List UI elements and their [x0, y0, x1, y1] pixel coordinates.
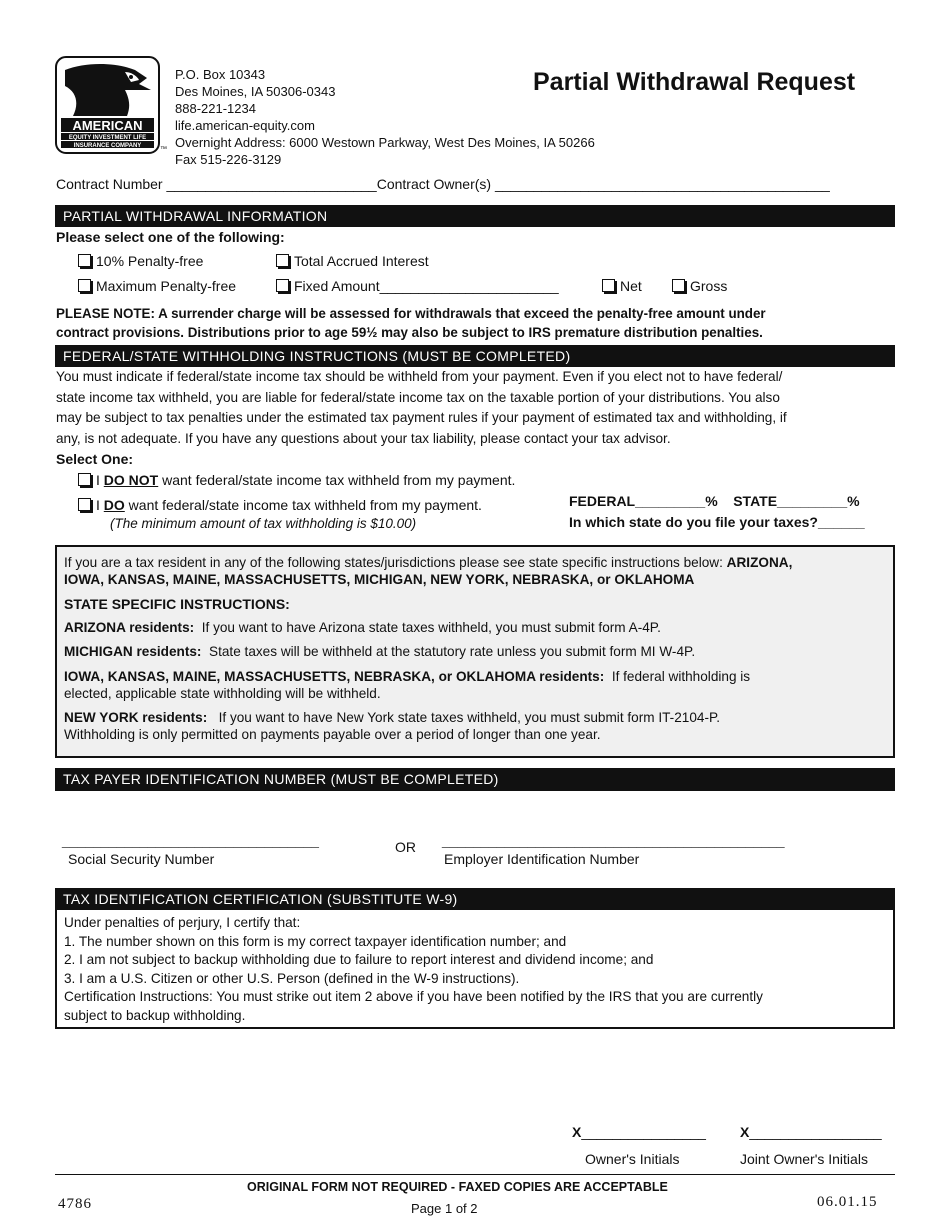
intro-bold-line: IOWA, KANSAS, MAINE, MASSACHUSETTS, MICHIGAN, NEW YORK, NEBRASKA, or OKLAHOMA: [64, 572, 695, 587]
cert-line: Certification Instructions: You must strike out item 2 above if you have been notified by the IRS that you are currently: [64, 989, 763, 1005]
file-state-row: [569, 514, 865, 530]
new-york-text-2: Withholding is only permitted on payments payable over a period of longer than one year.: [64, 727, 601, 742]
certification-box: [55, 909, 895, 1029]
surrender-note: [56, 304, 766, 342]
address-line: Fax 515-226-3129: [175, 152, 282, 167]
state-instructions-box: [55, 545, 895, 758]
owner-initials-field[interactable]: [572, 1124, 706, 1140]
cert-line: 3. I am a U.S. Citizen or other U.S. Person (defined in the W-9 instructions).: [64, 970, 520, 986]
ein-field[interactable]: ____________________________________________: [442, 832, 785, 848]
certification-section-header: TAX IDENTIFICATION CERTIFICATION (SUBSTITUTE W-9): [55, 888, 895, 910]
para-line: You must indicate if federal/state income tax should be withheld from your payment. Even if you elect not to have federal/: [56, 369, 783, 384]
option-total-accrued-interest[interactable]: [276, 253, 429, 269]
withdrawal-section-header: PARTIAL WITHDRAWAL INFORMATION: [55, 205, 895, 227]
option-label: Fixed Amount: [294, 278, 380, 294]
intro-bold: ARIZONA,: [726, 555, 793, 570]
file-state-field[interactable]: ______: [817, 514, 865, 530]
multi-state-text-2: elected, applicable state withholding will be withheld.: [64, 686, 381, 701]
multi-state-label: IOWA, KANSAS, MAINE, MASSACHUSETTS, NEBRASKA, or OKLAHOMA residents:: [64, 669, 605, 684]
federal-label: FEDERAL: [569, 493, 636, 509]
state-intro: [64, 554, 792, 588]
withholding-section-header: FEDERAL/STATE WITHHOLDING INSTRUCTIONS (MUST BE COMPLETED): [55, 345, 895, 367]
checkbox[interactable]: [78, 473, 91, 486]
logo-trademark: ™: [160, 146, 167, 153]
michigan-instruction: [64, 644, 695, 659]
revision-date: 06.01.15: [817, 1194, 878, 1210]
checkbox[interactable]: [78, 254, 91, 267]
joint-owner-initials-blank[interactable]: _________________: [749, 1124, 882, 1140]
new-york-instruction: [64, 709, 720, 743]
contract-number-label: Contract Number: [56, 176, 163, 192]
checkbox[interactable]: [672, 279, 685, 292]
option-penalty-free[interactable]: [78, 253, 203, 269]
footer-notice: ORIGINAL FORM NOT REQUIRED - FAXED COPIES ARE ACCEPTABLE: [247, 1180, 668, 1194]
multi-state-text: If federal withholding is: [611, 669, 751, 684]
ssn-label: Social Security Number: [68, 851, 215, 867]
option-fixed-amount[interactable]: [276, 278, 559, 294]
option-label: Gross: [690, 278, 728, 294]
option-label: Total Accrued Interest: [294, 253, 429, 269]
option-net[interactable]: [602, 278, 642, 294]
option-do-not-withhold[interactable]: [78, 472, 515, 488]
select-one-label: Select One:: [56, 451, 134, 467]
arizona-label: ARIZONA residents:: [64, 620, 195, 635]
note-line: contract provisions. Distributions prior to age 59½ may also be subject to IRS premature distribution penalties.: [56, 325, 763, 340]
cert-line: 1. The number shown on this form is my correct taxpayer identification number; and: [64, 933, 567, 949]
option-prefix: I: [96, 472, 100, 488]
para-line: state income tax withheld, you are liable for federal/state income tax on the taxable portion of your distributions. You also: [56, 389, 780, 405]
eagle-logo-icon: [55, 56, 160, 154]
para-line: may be subject to tax penalties under the estimated tax payment rules if your payment of estimated tax and withholding, if: [56, 410, 787, 425]
contract-row: [56, 176, 830, 192]
option-label: Net: [620, 278, 642, 294]
owner-initials-label: Owner's Initials: [585, 1151, 680, 1167]
option-label: 10% Penalty-free: [96, 253, 204, 269]
michigan-text: State taxes will be withheld at the statutory rate unless you submit form MI W-4P.: [209, 644, 696, 659]
company-logo: [55, 56, 160, 154]
option-label: want federal/state income tax withheld from my payment.: [128, 497, 482, 513]
contract-owner-field[interactable]: ___________________________________________: [494, 176, 830, 192]
address-line: Overnight Address: 6000 Westown Parkway, West Des Moines, IA 50266: [175, 135, 595, 150]
address-line: 888-221-1234: [175, 101, 256, 116]
do-not-emphasis: DO NOT: [103, 472, 159, 488]
new-york-label: NEW YORK residents:: [64, 710, 208, 725]
arizona-text: If you want to have Arizona state taxes withheld, you must submit form A-4P.: [201, 620, 661, 635]
federal-percent-field[interactable]: _________%: [635, 493, 718, 509]
michigan-label: MICHIGAN residents:: [64, 644, 202, 659]
x-mark: X: [740, 1124, 750, 1140]
owner-initials-blank[interactable]: ________________: [581, 1124, 706, 1140]
option-do-withhold[interactable]: [78, 497, 482, 513]
company-address: [175, 66, 595, 168]
federal-state-percent-row: [569, 493, 860, 509]
ein-label: Employer Identification Number: [444, 851, 640, 867]
certification-text: [64, 914, 763, 1026]
option-maximum-penalty-free[interactable]: [78, 278, 236, 294]
cert-line: Under penalties of perjury, I certify that:: [64, 915, 301, 930]
file-state-question: In which state do you file your taxes?: [569, 514, 818, 530]
form-number: 4786: [58, 1196, 92, 1212]
note-line: PLEASE NOTE: A surrender charge will be assessed for withdrawals that exceed the penalty-free amount under: [56, 306, 766, 321]
form-title: Partial Withdrawal Request: [533, 68, 856, 96]
checkbox[interactable]: [276, 254, 289, 267]
option-gross[interactable]: [672, 278, 727, 294]
new-york-text: If you want to have New York state taxes withheld, you must submit form IT-2104-P.: [218, 710, 721, 725]
address-line: Des Moines, IA 50306-0343: [175, 84, 336, 99]
state-instructions-heading: STATE SPECIFIC INSTRUCTIONS:: [64, 596, 290, 612]
intro-text: If you are a tax resident in any of the following states/jurisdictions please see state specific instructions below:: [64, 555, 727, 570]
x-mark: X: [572, 1124, 582, 1140]
arizona-instruction: [64, 620, 661, 635]
withdrawal-prompt: Please select one of the following:: [56, 229, 285, 245]
checkbox[interactable]: [602, 279, 615, 292]
multi-state-instruction: [64, 668, 750, 702]
state-percent-field[interactable]: _________%: [777, 493, 860, 509]
ssn-field[interactable]: _________________________________: [62, 832, 319, 848]
cert-line: 2. I am not subject to backup withholding due to failure to report interest and dividend income; and: [64, 952, 654, 968]
checkbox[interactable]: [276, 279, 289, 292]
logo-main-text: AMERICAN: [72, 118, 143, 133]
checkbox[interactable]: [78, 279, 91, 292]
minimum-withholding-note: (The minimum amount of tax withholding is $10.00): [110, 516, 417, 531]
do-emphasis: DO: [103, 497, 125, 513]
contract-owner-label: Contract Owner(s): [376, 176, 492, 192]
address-line: P.O. Box 10343: [175, 67, 266, 82]
option-prefix: I: [96, 497, 100, 513]
option-label: want federal/state income tax withheld from my payment.: [162, 472, 516, 488]
option-label: Maximum Penalty-free: [96, 278, 237, 294]
logo-sub-text-2: INSURANCE COMPANY: [73, 143, 142, 149]
withholding-paragraph: [56, 367, 787, 449]
tin-section-header: TAX PAYER IDENTIFICATION NUMBER (MUST BE COMPLETED): [55, 768, 895, 790]
address-line: life.american-equity.com: [175, 118, 315, 133]
joint-owner-initials-label: Joint Owner's Initials: [740, 1151, 868, 1167]
para-line: any, is not adequate. If you have any questions about your tax liability, please contact your tax advisor.: [56, 430, 671, 446]
fixed-amount-field[interactable]: _______________________: [379, 278, 559, 294]
joint-owner-initials-field[interactable]: [740, 1124, 882, 1140]
state-label: STATE: [733, 493, 778, 509]
checkbox[interactable]: [78, 498, 91, 511]
page-number: Page 1 of 2: [411, 1201, 478, 1216]
contract-number-field[interactable]: ___________________________: [166, 176, 377, 192]
or-label: OR: [395, 839, 416, 855]
footer-divider: [55, 1174, 895, 1175]
tin-header-underline: [55, 789, 895, 791]
logo-sub-text-1: EQUITY INVESTMENT LIFE: [68, 135, 147, 141]
cert-line: subject to backup withholding.: [64, 1007, 246, 1023]
